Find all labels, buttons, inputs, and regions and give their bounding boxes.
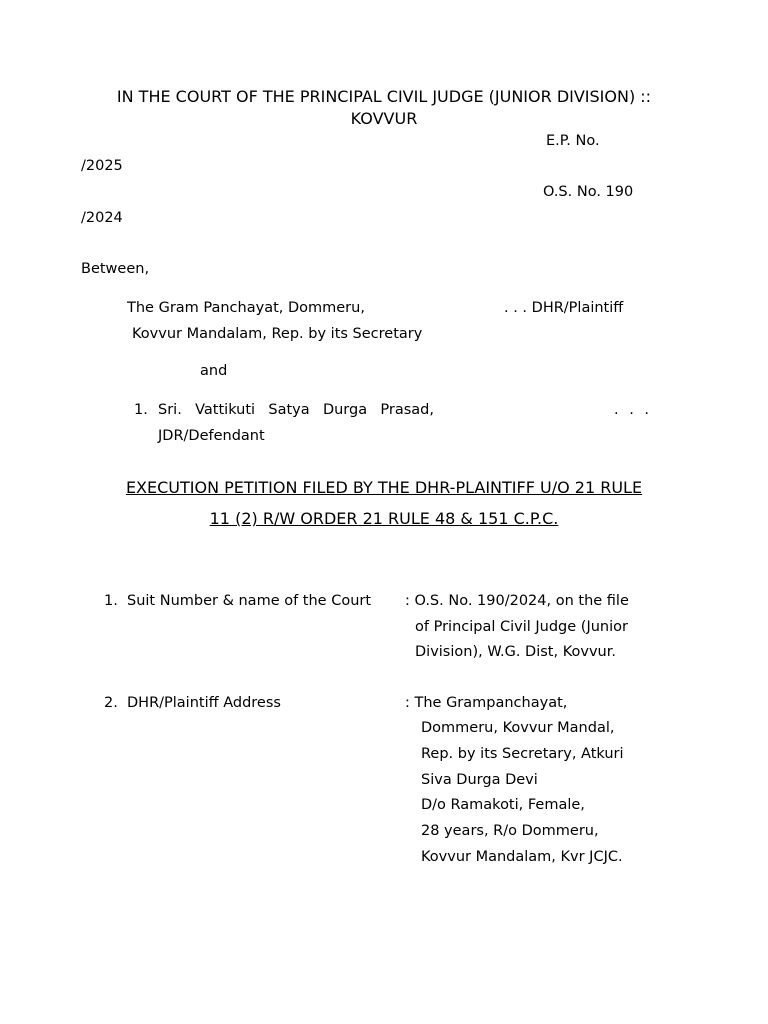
item-1-value-line: Division), W.G. Dist, Kovvur. [415,644,616,660]
ep-number-label: E.P. No. [546,133,600,149]
defendant-name-word: Satya [268,402,310,418]
court-title-line-1: IN THE COURT OF THE PRINCIPAL CIVIL JUDGE (JUNIOR DIVISION) :: [116,87,652,106]
defendant-name-word: Vattikuti [195,402,256,418]
os-number-label: O.S. No. 190 [543,184,634,200]
between-label: Between, [81,261,150,277]
item-1-label: Suit Number & name of the Court [127,593,372,609]
and-separator: and [200,363,228,379]
ep-number-year: /2025 [81,158,123,174]
defendant-name-word: Sri. [158,402,182,418]
item-2-value-line: D/o Ramakoti, Female, [421,797,585,813]
defendant-number: 1. [134,402,148,418]
court-title-line-2: KOVVUR [350,109,418,128]
item-2-label: DHR/Plaintiff Address [127,695,281,711]
item-2-value-line: Dommeru, Kovvur Mandal, [421,720,615,736]
item-1-value-line: : O.S. No. 190/2024, on the file [405,593,629,609]
defendant-name [158,400,434,420]
plaintiff-name-line-1: The Gram Panchayat, Dommeru, [127,300,365,316]
item-2-number: 2. [104,695,118,711]
defendant-name-word: Durga [322,402,368,418]
item-2-value-line: 28 years, R/o Dommeru, [421,823,599,839]
plaintiff-name-line-2: Kovvur Mandalam, Rep. by its Secretary [132,326,423,342]
item-2-value-line: Rep. by its Secretary, Atkuri [421,746,624,762]
item-2-value-line: : The Grampanchayat, [405,695,568,711]
item-1-number: 1. [104,593,118,609]
defendant-role: JDR/Defendant [158,428,265,444]
plaintiff-role: . . . DHR/Plaintiff [504,300,624,316]
defendant-name-word: Prasad, [380,402,434,418]
petition-heading-line-2: 11 (2) R/W ORDER 21 RULE 48 & 151 C.P.C. [209,509,559,528]
item-2-value-line: Kovvur Mandalam, Kvr JCJC. [421,849,623,865]
item-2-value-line: Siva Durga Devi [421,772,538,788]
item-1-value-line: of Principal Civil Judge (Junior [415,619,628,635]
defendant-role-dots: . . . [614,402,650,418]
petition-heading-line-1: EXECUTION PETITION FILED BY THE DHR-PLAINTIFF U/O 21 RULE [125,478,643,497]
os-number-year: /2024 [81,210,123,226]
